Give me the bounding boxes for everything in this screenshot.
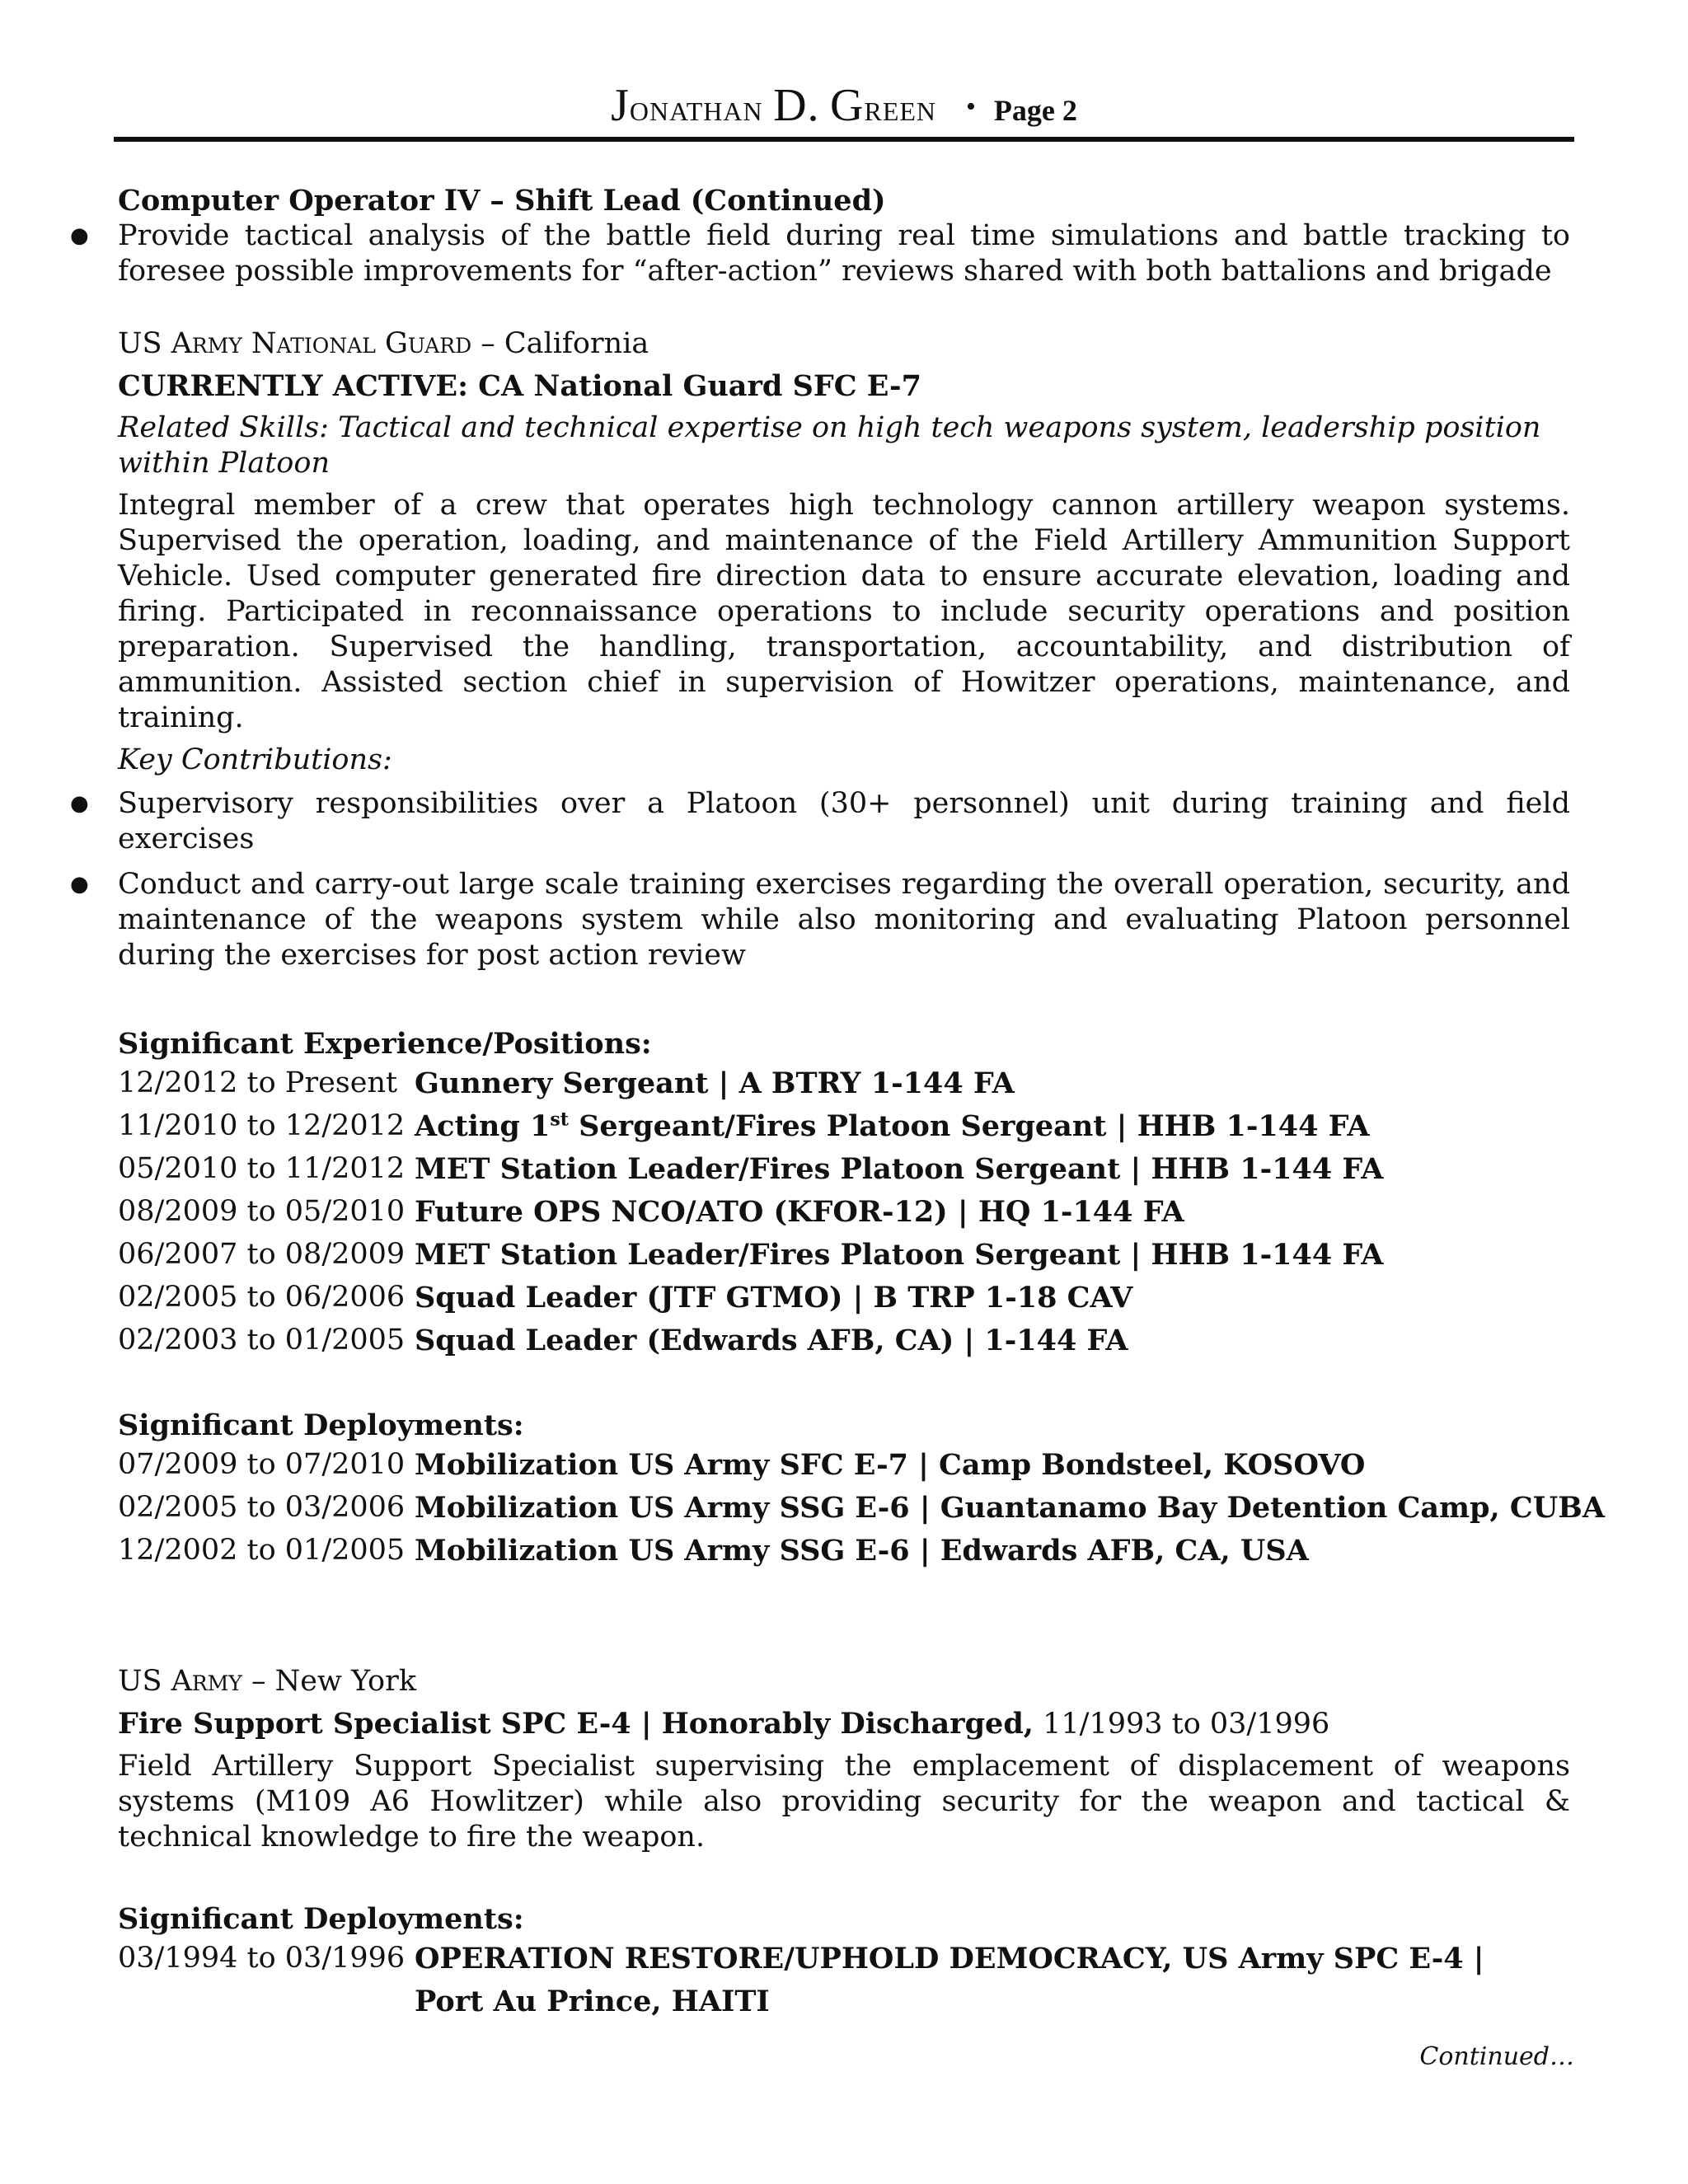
experience-row: 05/2010 to 11/2012 MET Station Leader/Fires Platoon Sergeant | HHB 1-144 FA (118, 1151, 1384, 1186)
experience-row: 11/2010 to 12/2012 Acting 1st Sergeant/Fires Platoon Sergeant | HHB 1-144 FA (118, 1108, 1370, 1143)
list-item: ● Provide tactical analysis of the battle field during real time simulations and battle tracking to foresee possible improvements for “after-action” reviews shared with both battalions and brigade (70, 219, 1570, 288)
experience-row: 12/2012 to Present Gunnery Sergeant | A BTRY 1-144 FA (118, 1066, 1015, 1100)
army-deployments-heading: Significant Deployments: (118, 1902, 524, 1936)
army-title: Fire Support Specialist SPC E-4 | Honorably Discharged, 11/1993 to 03/1996 (118, 1707, 1330, 1741)
deployment-row: 03/1994 to 03/1996 OPERATION RESTORE/UPHOLD DEMOCRACY, US Army SPC E-4 | (118, 1941, 1484, 1975)
guard-title: CURRENTLY ACTIVE: CA National Guard SFC E-7 (118, 369, 921, 403)
deployment-row: 07/2009 to 07/2010 Mobilization US Army SFC E-7 | Camp Bondsteel, KOSOVO (118, 1447, 1366, 1482)
resume-content (70, 183, 1605, 2022)
experience-row: 06/2007 to 08/2009 MET Station Leader/Fires Platoon Sergeant | HHB 1-144 FA (118, 1237, 1384, 1272)
candidate-name: Jonathan D. Green (611, 80, 937, 131)
experience-list (118, 1062, 1570, 1361)
deployments-heading: Significant Deployments: (118, 1408, 524, 1442)
experience-row: 08/2009 to 05/2010 Future OPS NCO/ATO (KFOR-12) | HQ 1-144 FA (118, 1194, 1184, 1229)
army-description: Field Artillery Support Specialist supervising the emplacement of displacement of weapons systems (M109 A6 Howlitzer) while also providing security for the weapon and tactical & technical knowledge to fire the weapon. (118, 1750, 1570, 1854)
key-contributions-label: Key Contributions: (118, 743, 392, 776)
org-line-us-army: US Army – New York (118, 1665, 417, 1698)
list-item: ● Conduct and carry-out large scale training exercises regarding the overall operation, security, and maintenance of the weapons system while also monitoring and evaluating Platoon personnel during the exercises for post action review (70, 868, 1570, 972)
deployment-row-continued: Port Au Prince, HAITI (415, 1984, 770, 2018)
experience-heading: Significant Experience/Positions: (118, 1027, 652, 1061)
job1-bullet-list (70, 218, 1570, 289)
continued-note: Continued… (1419, 2042, 1574, 2071)
army-deployments-list (118, 1937, 1570, 2022)
related-skills: Related Skills: Tactical and technical expertise on high tech weapons system, leadership position within Platoon (118, 411, 1541, 480)
header-bullet: • (966, 91, 976, 122)
experience-row: 02/2003 to 01/2005 Squad Leader (Edwards AFB, CA) | 1-144 FA (118, 1323, 1128, 1357)
job-title-computer-operator: Computer Operator IV – Shift Lead (Continued) (118, 184, 886, 218)
deployment-row: 02/2005 to 03/2006 Mobilization US Army SSG E-6 | Guantanamo Bay Detention Camp, CUBA (118, 1490, 1605, 1525)
org-line-national-guard: US Army National Guard – California (118, 327, 649, 360)
bullet-icon: ● (70, 223, 89, 248)
header-rule (114, 137, 1574, 142)
deployments-list (118, 1443, 1605, 1572)
guard-bullet-list (70, 786, 1570, 973)
deployment-row: 12/2002 to 01/2005 Mobilization US Army SSG E-6 | Edwards AFB, CA, USA (118, 1533, 1309, 1568)
bullet-icon: ● (70, 791, 89, 816)
page-header (114, 79, 1574, 132)
guard-description: Integral member of a crew that operates high technology cannon artillery weapon systems. Supervised the operation, loading, and maintenance of the Field Artillery Ammunition Support Vehicle. Used computer generated fire direction data to ensure accurate elevation, loading and firing. Participated in reconnaissance operations to include security operations and position preparation. Supervised the handling, transportation, accountability, and distribution of ammunition. Assisted section chief in supervision of Howitzer operations, maintenance, and training. (118, 489, 1570, 734)
bullet-icon: ● (70, 872, 89, 897)
page-number: Page 2 (993, 94, 1077, 127)
experience-row: 02/2005 to 06/2006 Squad Leader (JTF GTMO) | B TRP 1-18 CAV (118, 1280, 1133, 1315)
list-item: ● Supervisory responsibilities over a Platoon (30+ personnel) unit during training and field exercises (70, 787, 1570, 855)
